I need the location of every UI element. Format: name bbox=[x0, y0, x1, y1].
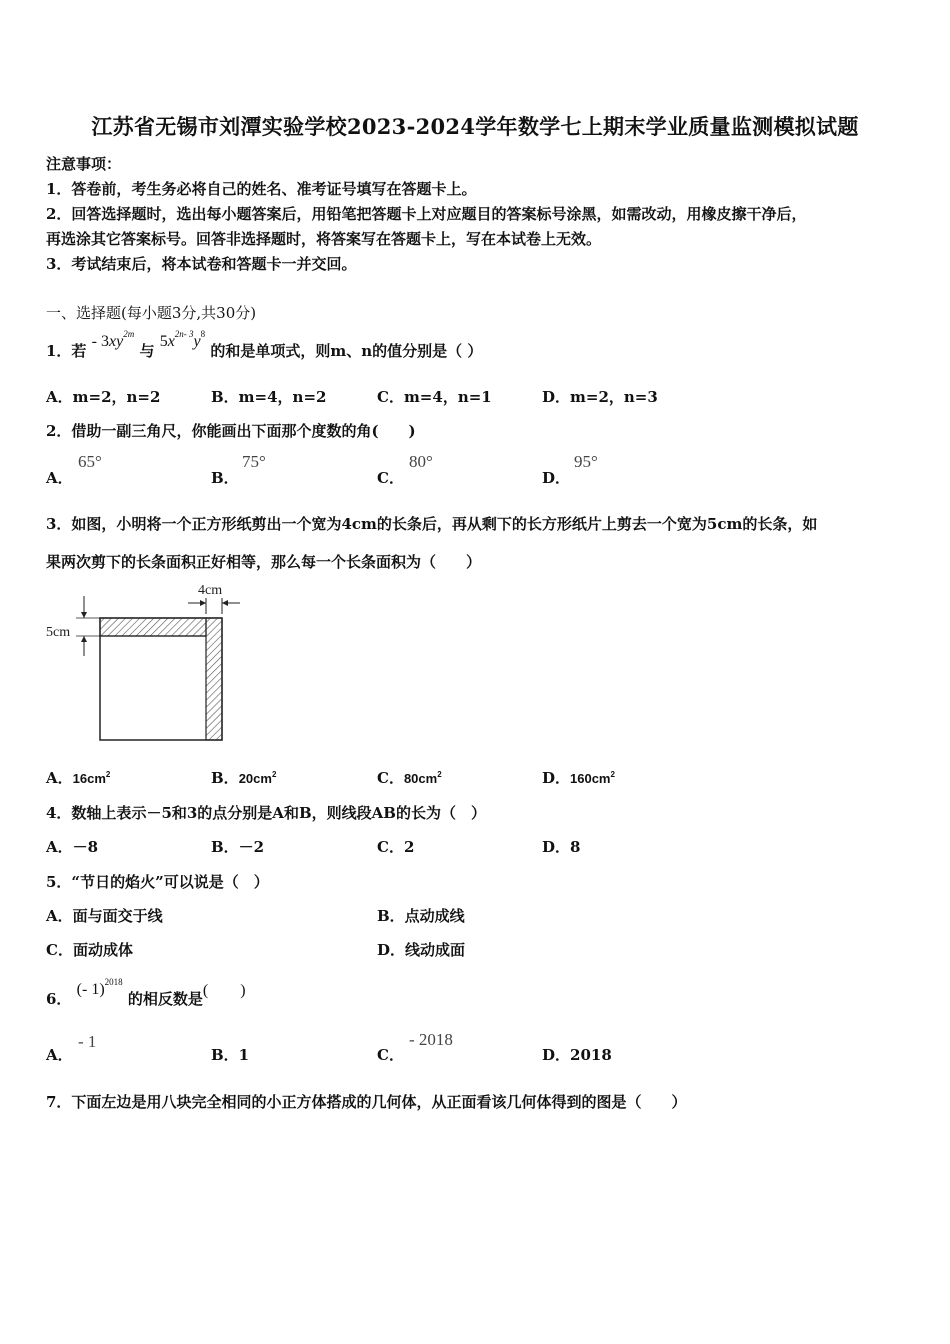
q4-stem: 4．数轴上表示－5和3的点分别是A和B，则线段AB的长为（ ） bbox=[46, 804, 486, 822]
q4-option-b: B．－2 bbox=[211, 838, 265, 856]
q4-option-d: D．8 bbox=[542, 838, 581, 856]
q1-option-b: B．m=4，n=2 bbox=[211, 388, 327, 406]
q5-option-d: D．线动成面 bbox=[377, 941, 466, 959]
q3-stem-line1: 3．如图，小明将一个正方形纸剪出一个宽为4cm的长条后，再从剩下的长方形纸片上剪去一个宽为5cm的长条，如 bbox=[46, 515, 818, 533]
q1-stem bbox=[46, 329, 483, 361]
q1-prefix: 1．若 bbox=[46, 342, 87, 360]
q7-stem: 7．下面左边是用八块完全相同的小正方体搭成的几何体，从正面看该几何体得到的图是（ ） bbox=[46, 1093, 687, 1111]
q6-option-a-label: A． bbox=[46, 1046, 73, 1064]
vertical-strip bbox=[206, 618, 222, 740]
notice-item-2a: 2．回答选择题时，选出每小题答案后，用铅笔把答题卡上对应题目的答案标号涂黑，如需改动，用橡皮擦干净后， bbox=[46, 205, 807, 223]
fig-label-5cm: 5cm bbox=[46, 625, 71, 640]
q5-option-b: B．点动成线 bbox=[377, 907, 465, 925]
q6-option-a-value: - 1 bbox=[78, 1032, 97, 1051]
q2-option-d-value: 95° bbox=[574, 452, 598, 471]
q2-option-b-value: 75° bbox=[242, 452, 266, 471]
notice-item-3: 3．考试结束后，将本试卷和答题卡一并交回。 bbox=[46, 255, 357, 273]
q6-stem bbox=[46, 977, 246, 1009]
q3-figure bbox=[40, 576, 250, 746]
q2-option-a-label: A． bbox=[46, 469, 73, 487]
q4-option-c: C．2 bbox=[377, 838, 415, 856]
q2-option-c-label: C． bbox=[377, 469, 404, 487]
q1-option-a: A．m=2，n=2 bbox=[46, 388, 161, 406]
q1-mid: 与 bbox=[139, 342, 155, 360]
q3-option-d: D．$160cm^2$ bbox=[542, 769, 615, 787]
q1-term1: - $3xy^{2m}$ bbox=[91, 329, 135, 350]
q2-option-a-value: 65° bbox=[78, 452, 102, 471]
q3-option-c: C．$80cm^2$ bbox=[377, 769, 442, 787]
notice-heading: 注意事项： bbox=[46, 155, 122, 173]
notice-item-1: 1．答卷前，考生务必将自己的姓名、准考证号填写在答题卡上。 bbox=[46, 180, 477, 198]
q6-number: 6． bbox=[46, 990, 72, 1008]
q3-option-b: B．$20cm^2$ bbox=[211, 769, 277, 787]
q1-term2: $5x^{2n- 3}y^8$ bbox=[159, 329, 206, 350]
fig-label-4cm: 4cm bbox=[198, 583, 223, 598]
q2-option-c-value: 80° bbox=[409, 452, 433, 471]
q2-option-d-label: D． bbox=[542, 469, 571, 487]
q2-stem: 2．借助一副三角尺，你能画出下面那个度数的角( ) bbox=[46, 422, 416, 440]
q6-option-c-value: - 2018 bbox=[409, 1030, 453, 1049]
horizontal-strip bbox=[100, 618, 206, 636]
q6-option-c-label: C． bbox=[377, 1046, 404, 1064]
q5-option-c: C．面动成体 bbox=[46, 941, 133, 959]
q3-option-a: A．$16cm^2$ bbox=[46, 769, 111, 787]
page-title: 江苏省无锡市刘潭实验学校2023-2024学年数学七上期末学业质量监测模拟试题 bbox=[91, 114, 859, 139]
q6-option-d: D．2018 bbox=[542, 1046, 612, 1064]
q6-power: (- 1)$^{2018}$ bbox=[76, 977, 123, 998]
q6-option-b: B．1 bbox=[211, 1046, 250, 1064]
q1-option-d: D．m=2，n=3 bbox=[542, 388, 658, 406]
q1-option-c: C．m=4，n=1 bbox=[377, 388, 492, 406]
q5-option-a: A．面与面交于线 bbox=[46, 907, 163, 925]
q6-paren: ( ) bbox=[202, 982, 246, 999]
notice-item-2b: 再选涂其它答案标号。回答非选择题时，将答案写在答题卡上，写在本试卷上无效。 bbox=[46, 230, 602, 248]
q3-stem-line2: 果两次剪下的长条面积正好相等，那么每一个长条面积为（ ） bbox=[46, 553, 482, 571]
section-heading: 一、选择题(每小题3分,共30分) bbox=[46, 304, 257, 322]
q2-option-b-label: B． bbox=[211, 469, 239, 487]
q5-stem: 5．“节日的焰火”可以说是（ ） bbox=[46, 873, 269, 891]
q4-option-a: A．－8 bbox=[46, 838, 99, 856]
q6-suffix: 的相反数是 bbox=[127, 990, 203, 1008]
q1-suffix: 的和是单项式，则m、n的值分别是（ ） bbox=[210, 342, 483, 360]
